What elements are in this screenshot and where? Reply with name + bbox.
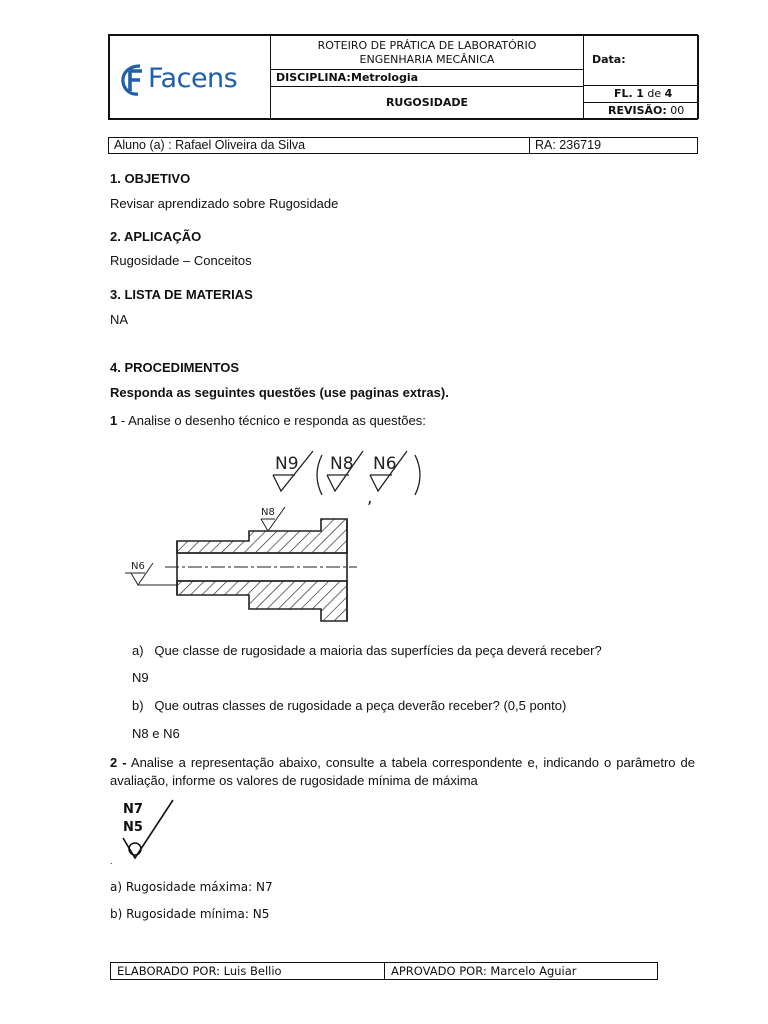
question-1-text: 1 - Analise o desenho técnico e responda as questões: — [110, 413, 426, 428]
header-table — [108, 34, 698, 120]
student-row — [108, 137, 698, 154]
title-line-2: ENGENHARIA MECÂNICA — [359, 52, 495, 66]
logo-cell — [109, 35, 271, 119]
part-symbol-top: N8 — [261, 507, 275, 518]
footer-elaborado: ELABORADO POR: Luis Bellio — [117, 964, 282, 978]
title-cell — [270, 35, 584, 70]
technical-drawing — [125, 445, 435, 630]
section-1-text: Revisar aprendizado sobre Rugosidade — [110, 196, 339, 211]
footer-table — [110, 962, 658, 980]
date-cell — [583, 35, 699, 86]
question-2a: a) Rugosidade máxima: N7 — [110, 880, 273, 894]
student-name: Aluno (a) : Rafael Oliveira da Silva — [114, 138, 306, 152]
facens-logo-icon — [118, 62, 152, 98]
drawing-symbol-a: N8 — [330, 454, 354, 474]
disciplina-value: Metrologia — [351, 71, 419, 84]
question-1a: a) Que classe de rugosidade a maioria das superfícies da peça deverá receber? — [132, 643, 602, 658]
footer-aprovado: APROVADO POR: Marcelo Aguiar — [391, 964, 577, 978]
revision-info: REVISÃO: 00 — [608, 104, 685, 117]
revision-cell — [583, 102, 699, 119]
student-divider — [529, 137, 530, 154]
footer-divider — [384, 962, 385, 980]
drawing-symbol-b: N6 — [373, 454, 397, 474]
roughness-symbol-graphic — [115, 798, 183, 864]
subject-cell — [270, 86, 584, 119]
roughness-max-label: N7 — [123, 802, 143, 817]
title-line-1: ROTEIRO DE PRÁTICA DE LABORATÓRIO — [317, 38, 537, 52]
section-2-title: 2. APLICAÇÃO — [110, 229, 202, 244]
page-cell — [583, 85, 699, 103]
section-4-title: 4. PROCEDIMENTOS — [110, 360, 240, 375]
drawing-symbol-main: N9 — [275, 454, 299, 474]
disciplina-label: DISCIPLINA: — [276, 71, 351, 84]
question-1b: b) Que outras classes de rugosidade a peça deverão receber? (0,5 ponto) — [132, 698, 567, 713]
logo-text: Facens — [148, 63, 238, 94]
section-4-subtitle: Responda as seguintes questões (use paginas extras). — [110, 385, 449, 400]
question-2b: b) Rugosidade mínima: N5 — [110, 907, 270, 921]
stray-dot: . — [110, 856, 113, 866]
student-ra: RA: 236719 — [535, 138, 602, 152]
facens-logo — [118, 62, 152, 101]
disciplina-cell — [270, 69, 584, 87]
section-3-text: NA — [110, 312, 129, 327]
part-symbol-left: N6 — [131, 561, 145, 572]
question-1b-answer: N8 e N6 — [132, 726, 180, 741]
subject-title: RUGOSIDADE — [385, 96, 469, 109]
question-2-text: 2 - Analise a representação abaixo, consulte a tabela correspondente e, indicando o parâmetro de avaliação, informe os valores de rugosidade mínima de máxima — [110, 755, 696, 788]
drawing-comma: , — [367, 488, 373, 508]
roughness-min-label: N5 — [123, 820, 143, 835]
section-2-text: Rugosidade – Conceitos — [110, 253, 252, 268]
section-3-title: 3. LISTA DE MATERIAS — [110, 287, 253, 302]
date-label: Data: — [592, 53, 626, 66]
section-1-title: 1. OBJETIVO — [110, 171, 191, 186]
page-info: FL. 1 de 4 — [614, 87, 673, 100]
roughness-symbol — [115, 798, 183, 864]
question-1a-answer: N9 — [132, 670, 149, 685]
